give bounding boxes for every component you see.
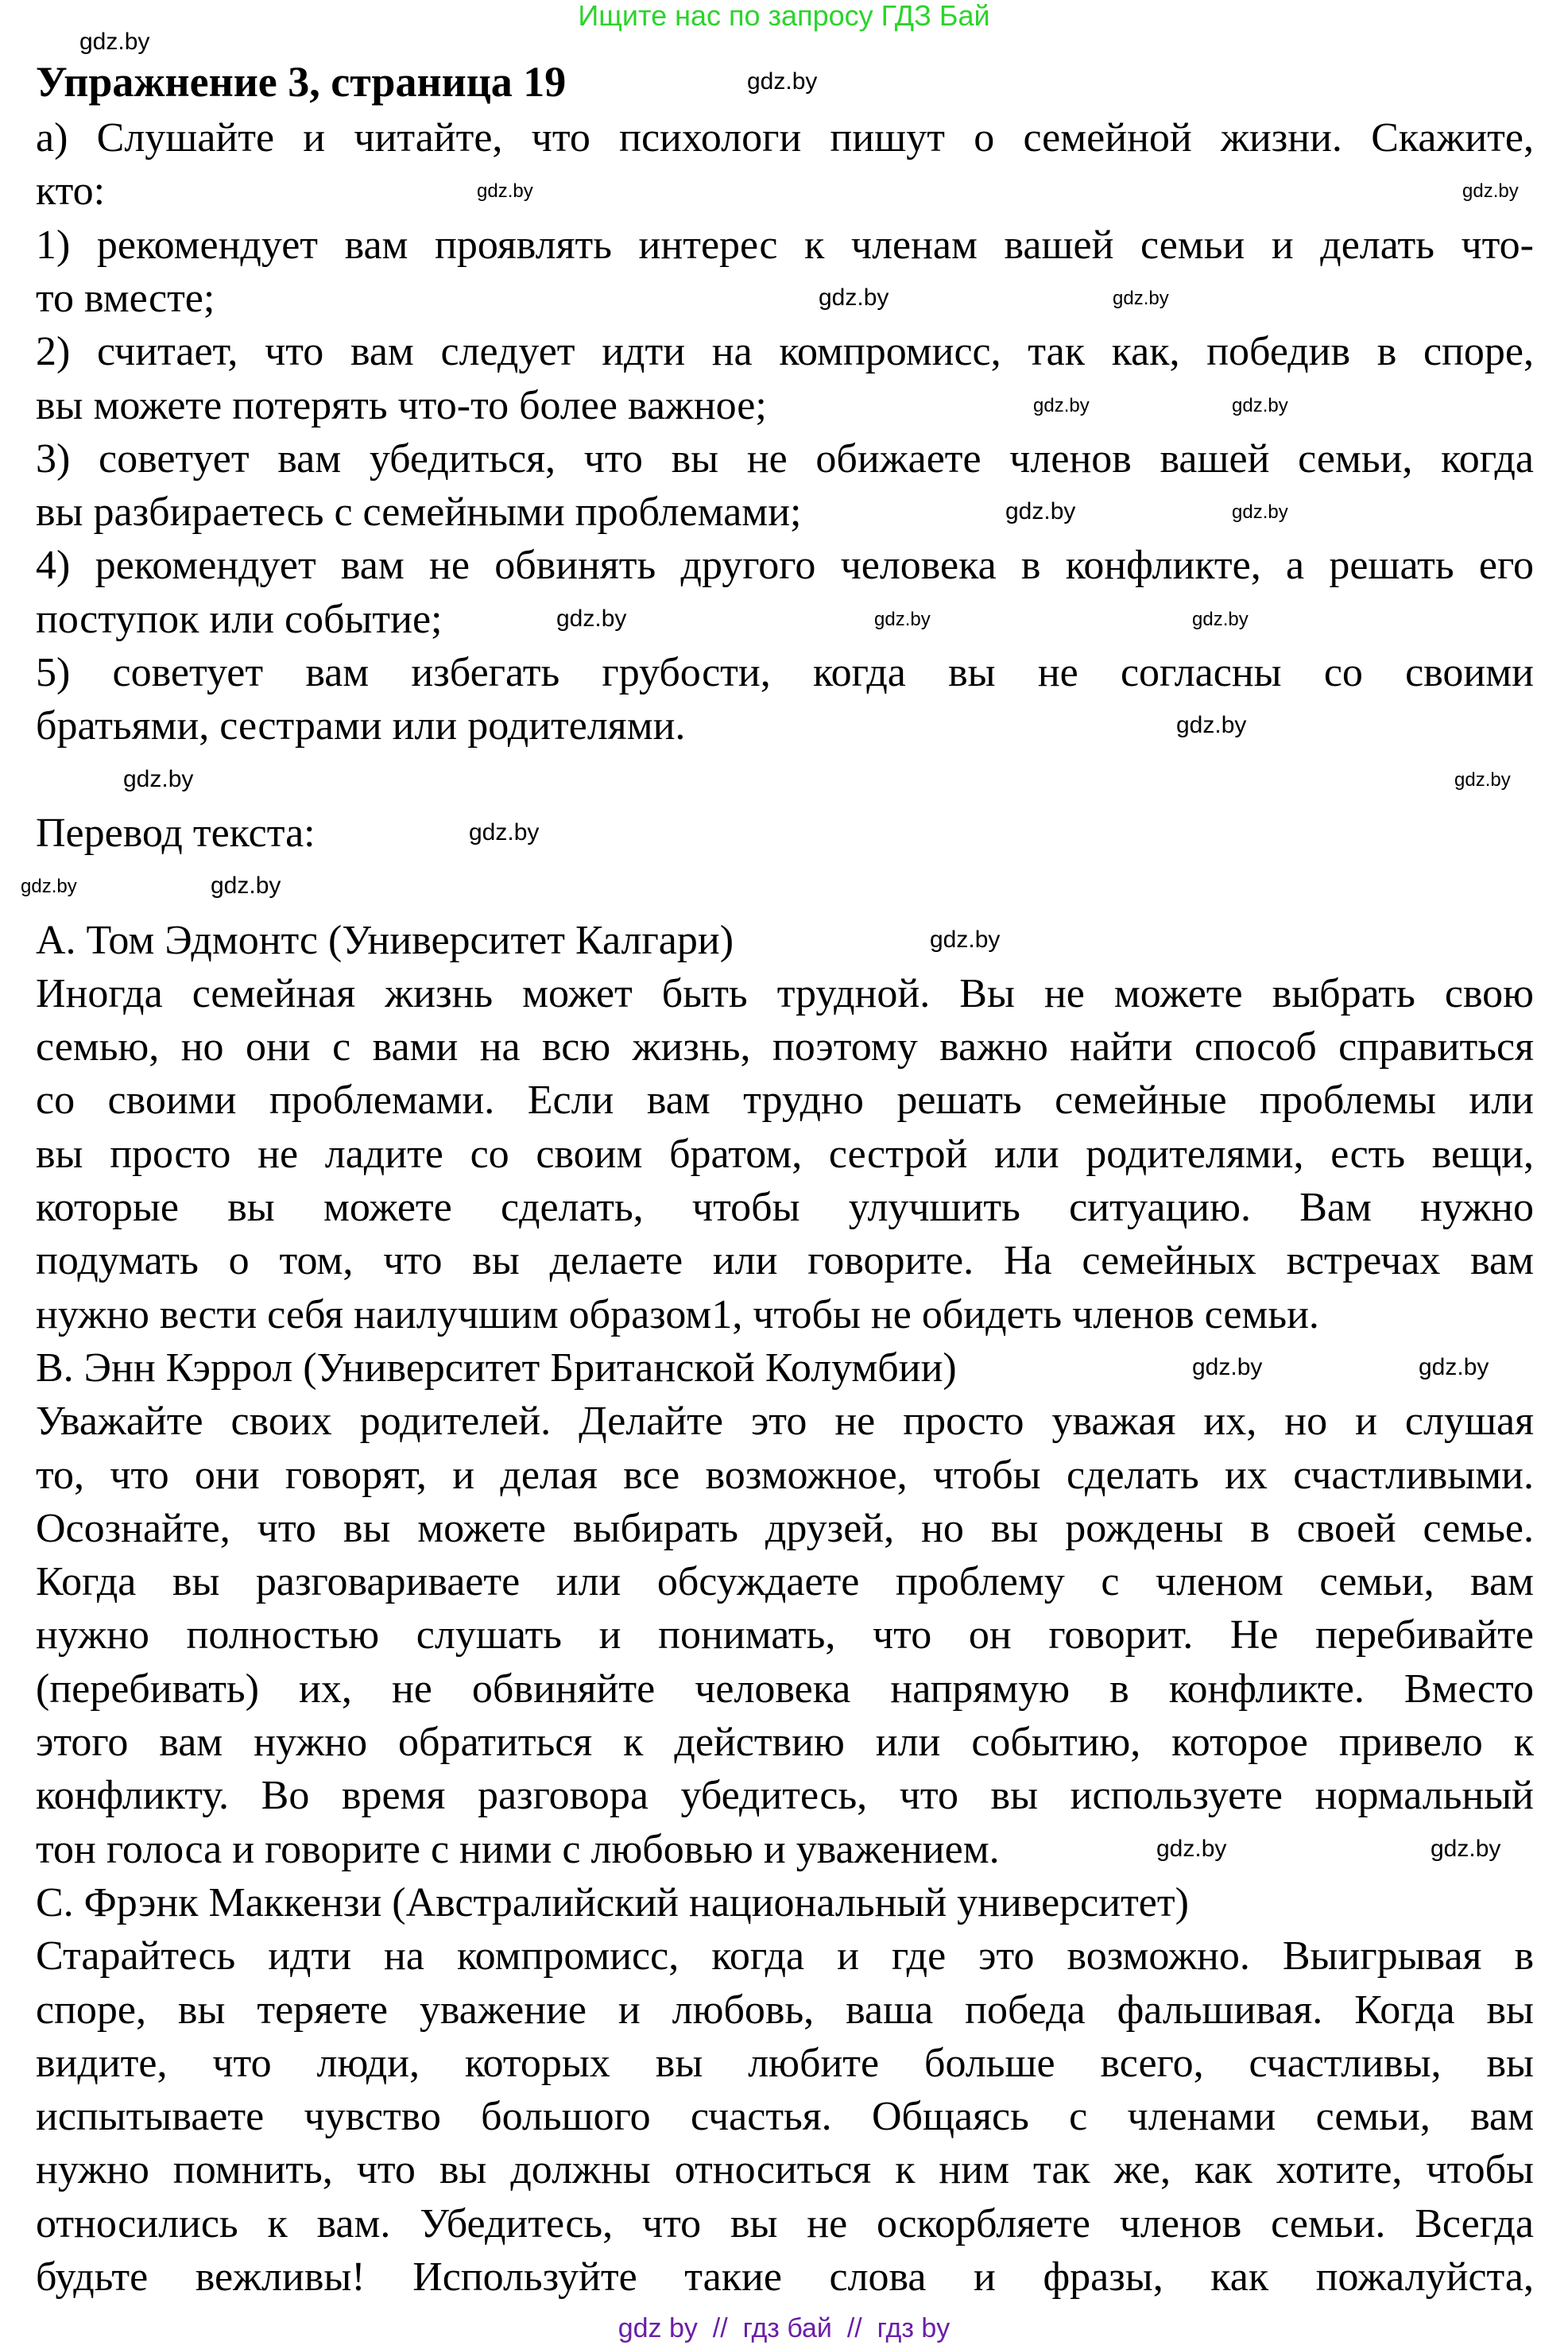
watermark: gdz.by: [930, 927, 1001, 953]
watermark: gdz.by: [469, 819, 540, 846]
text-line: Старайтесь идти на компромисс, когда и где это возможно. Выигрывая в: [36, 1933, 1534, 1979]
text-line: относились к вам. Убедитесь, что вы не оскорбляете членов семьи. Всегда: [36, 2200, 1534, 2246]
text-line: 1) рекомендует вам проявлять интерес к членам вашей семьи и делать что-: [36, 222, 1534, 268]
text-line: вы разбираетесь с семейными проблемами;: [36, 490, 802, 536]
text-line: 3) советует вам убедиться, что вы не обижаете членов вашей семьи, когда: [36, 435, 1534, 482]
text-line: A. Том Эдмонтс (Университет Калгари): [36, 917, 734, 963]
text-line: то, что они говорят, и делая все возможное, чтобы сделать их счастливыми.: [36, 1452, 1534, 1498]
watermark: gdz.by: [1033, 395, 1090, 416]
watermark: gdz.by: [1462, 180, 1519, 202]
text-line: а) Слушайте и читайте, что психологи пишут о семейной жизни. Скажите,: [36, 115, 1534, 161]
watermark: gdz.by: [1113, 288, 1169, 309]
watermark: gdz.by: [747, 68, 818, 95]
search-banner[interactable]: Ищите нас по запросу ГДЗ Бай: [578, 0, 990, 32]
text-line: испытываете чувство большого счастья. Общаясь с членами семьи, вам: [36, 2094, 1534, 2140]
watermark: gdz.by: [123, 766, 194, 792]
watermark: gdz.by: [874, 609, 931, 630]
text-line: Уважайте своих родителей. Делайте это не просто уважая их, но и слушая: [36, 1399, 1534, 1445]
text-line: будьте вежливы! Используйте такие слова и фразы, как пожалуйста,: [36, 2254, 1534, 2300]
watermark: gdz.by: [477, 180, 533, 202]
text-line: Перевод текста:: [36, 810, 316, 856]
watermark: gdz.by: [1005, 498, 1076, 524]
text-line: конфликту. Во время разговора убедитесь, что вы используете нормальный: [36, 1773, 1534, 1819]
watermark: gdz.by: [556, 606, 627, 632]
text-line: вы можете потерять что-то более важное;: [36, 382, 767, 428]
watermark: gdz.by: [1454, 769, 1511, 791]
watermark: gdz.by: [819, 284, 889, 311]
text-line: 2) считает, что вам следует идти на компромисс, так как, победив в споре,: [36, 329, 1534, 375]
text-line: братьями, сестрами или родителями.: [36, 703, 686, 749]
text-line: подумать о том, что вы делаете или говорите. На семейных встречах вам: [36, 1238, 1534, 1284]
text-line: B. Энн Кэррол (Университет Британской Колумбии): [36, 1345, 957, 1391]
text-line: 4) рекомендует вам не обвинять другого человека в конфликте, а решать его: [36, 543, 1534, 589]
text-line: нужно полностью слушать и понимать, что он говорит. Не перебивайте: [36, 1612, 1534, 1658]
text-line: нужно помнить, что вы должны относиться к ним так же, как хотите, чтобы: [36, 2147, 1534, 2193]
text-line: (перебивать) их, не обвиняйте человека напрямую в конфликте. Вместо: [36, 1666, 1534, 1712]
text-line: со своими проблемами. Если вам трудно решать семейные проблемы или: [36, 1078, 1534, 1124]
text-line: Когда вы разговариваете или обсуждаете проблему с членом семьи, вам: [36, 1559, 1534, 1605]
watermark: gdz.by: [211, 873, 281, 899]
text-line: Иногда семейная жизнь может быть трудной. Вы не можете выбрать свою: [36, 970, 1534, 1016]
text-line: кто:: [36, 168, 106, 215]
watermark: gdz.by: [1431, 1836, 1501, 1862]
watermark: gdz.by: [1176, 712, 1247, 738]
text-line: споре, вы теряете уважение и любовь, ваша победа фальшивая. Когда вы: [36, 1987, 1534, 2033]
text-line: поступок или событие;: [36, 596, 443, 642]
text-line: Осознайте, что вы можете выбирать друзей, но вы рождены в своей семье.: [36, 1505, 1534, 1551]
watermark: gdz.by: [1232, 395, 1288, 416]
text-line: этого вам нужно обратиться к действию или событию, которое привело к: [36, 1720, 1534, 1765]
watermark: gdz.by: [1156, 1836, 1227, 1862]
text-line: 5) советует вам избегать грубости, когда вы не согласны со своими: [36, 650, 1534, 695]
watermark: gdz.by: [1232, 501, 1288, 523]
watermark: gdz.by: [21, 876, 77, 897]
footer-links[interactable]: gdz by // гдз бай // гдз by: [618, 2313, 950, 2343]
text-line: нужно вести себя наилучшим образом1, чтобы не обидеть членов семьи.: [36, 1291, 1319, 1337]
watermark: gdz.by: [79, 29, 150, 55]
text-line: которые вы можете сделать, чтобы улучшить ситуацию. Вам нужно: [36, 1185, 1534, 1230]
text-line: то вместе;: [36, 275, 215, 321]
text-line: вы просто не ладите со своим братом, сестрой или родителями, есть вещи,: [36, 1131, 1534, 1177]
watermark: gdz.by: [1192, 1354, 1263, 1380]
watermark: gdz.by: [1419, 1354, 1489, 1380]
text-line: семью, но они с вами на всю жизнь, поэтому важно найти способ справиться: [36, 1024, 1534, 1070]
text-line: видите, что люди, которых вы любите больше всего, счастливы, вы: [36, 2040, 1534, 2086]
watermark: gdz.by: [1192, 609, 1249, 630]
page-title: Упражнение 3, страница 19: [36, 58, 567, 106]
text-line: C. Фрэнк Маккензи (Австралийский национальный университет): [36, 1879, 1189, 1925]
text-line: тон голоса и говорите с ними с любовью и уважением.: [36, 1826, 1000, 1872]
